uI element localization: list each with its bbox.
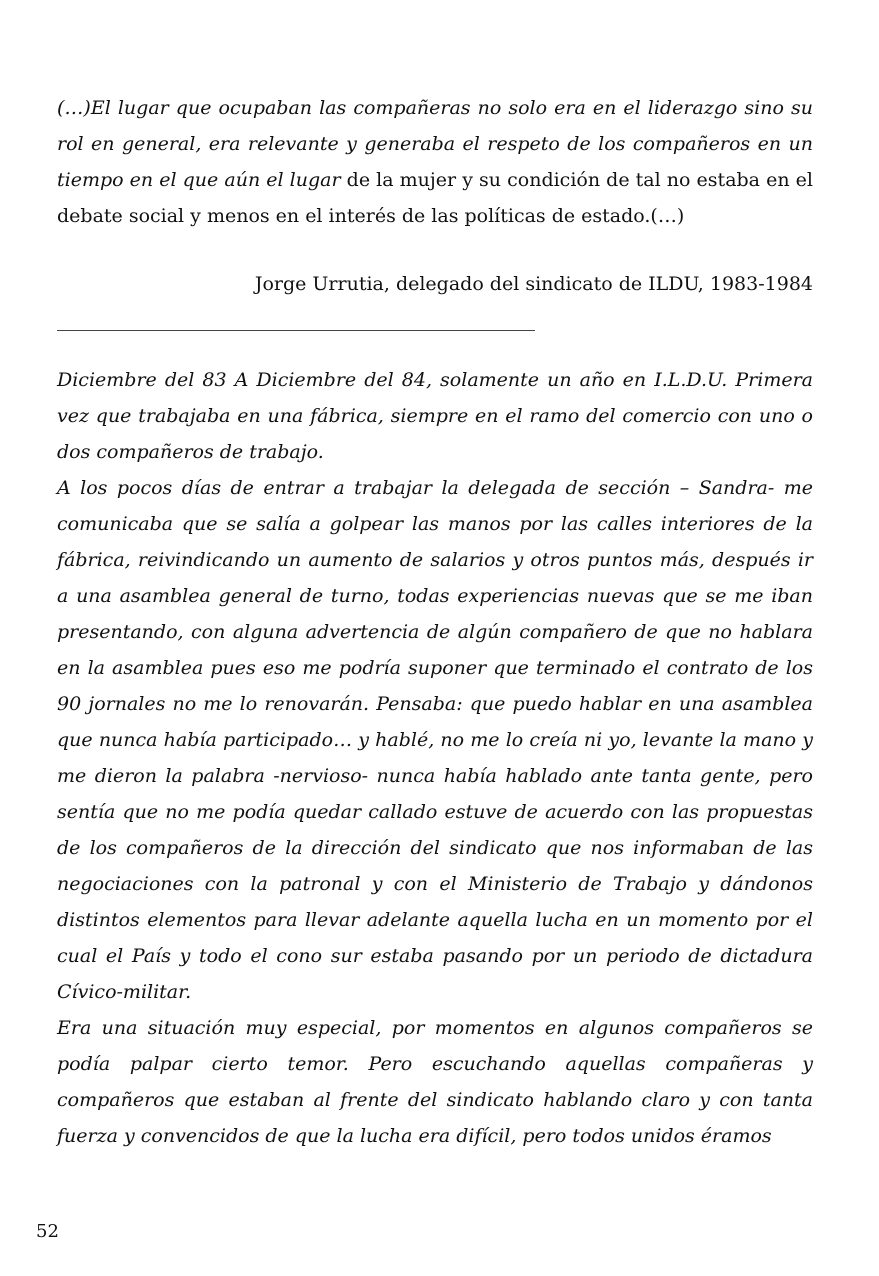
epigraph-quote: [57, 90, 813, 234]
quote-upright-text: de la mujer y su condición de tal no estaba en el debate social y menos en el interés de las políticas de estado.(…): [57, 169, 813, 227]
section-divider: [57, 330, 535, 331]
body-paragraph: Diciembre del 83 A Diciembre del 84, solamente un año en I.L.D.U. Primera vez que trabajaba en una fábrica, siempre en el ramo del comercio con uno o dos compañeros de trabajo.: [57, 369, 813, 463]
page-number: 52: [36, 1221, 59, 1242]
quote-attribution: Jorge Urrutia, delegado del sindicato de ILDU, 1983-1984: [254, 273, 813, 295]
body-text: [57, 362, 813, 1154]
body-paragraph: A los pocos días de entrar a trabajar la delegada de sección – Sandra- me comunicaba que se salía a golpear las manos por las calles interiores de la fábrica, reivindicando un aumento de salarios y otros puntos más, después ir a una asamblea general de turno, todas experiencias nuevas que se me iban presentando, con alguna advertencia de algún compañero de que no hablara en la asamblea pues eso me podría suponer que terminado el contrato de los 90 jornales no me lo renovarán. Pensaba: que puedo hablar en una asamblea que nunca había participado… y hablé, no me lo creía ni yo, levante la mano y me dieron la palabra -nervioso- nunca había hablado ante tanta gente, pero sentía que no me podía quedar callado estuve de acuerdo con las propuestas de los compañeros de la dirección del sindicato que nos informaban de las negociaciones con la patronal y con el Ministerio de Trabajo y dándonos distintos elementos para llevar adelante aquella lucha en un momento por el cual el País y todo el cono sur estaba pasando por un periodo de dictadura Cívico-militar.: [57, 477, 813, 1003]
body-paragraph: Era una situación muy especial, por momentos en algunos compañeros se podía palpar cierto temor. Pero escuchando aquellas compañeras y compañeros que estaban al frente del sindicato hablando claro y con tanta fuerza y convencidos de que la lucha era difícil, pero todos unidos éramos: [57, 1017, 813, 1147]
quote-italic-text: (…)El lugar que ocupaban las compañeras no solo era en el liderazgo sino su rol en general, era relevante y generaba el respeto de los compañeros en un tiempo en el que aún el lugar: [57, 97, 813, 191]
